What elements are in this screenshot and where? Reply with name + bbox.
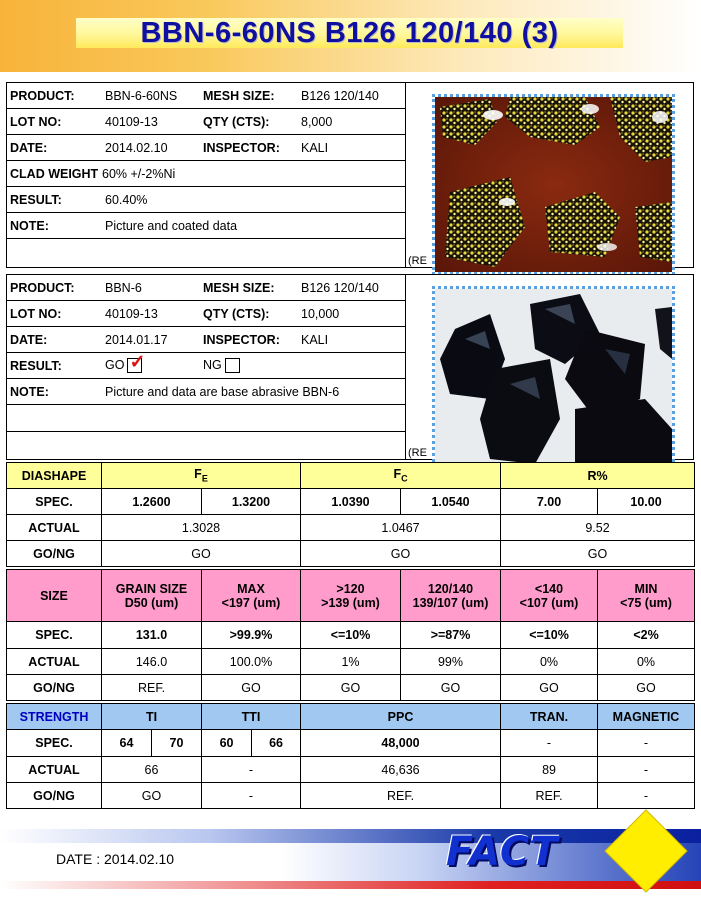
info-row: [7, 379, 405, 405]
size-col-header: <140 <107 (um): [501, 570, 598, 622]
base-photo-image: [435, 289, 672, 464]
go-option: [102, 353, 200, 379]
product-label: PRODUCT:: [7, 275, 102, 301]
gong-label: GO/NG: [7, 541, 102, 567]
ppc-header: PPC: [301, 704, 501, 730]
spec-cell: 60: [202, 730, 252, 757]
gong-cell: GO: [202, 675, 301, 701]
inspector-label: INSPECTOR:: [200, 327, 298, 353]
result-value: 60.40%: [102, 187, 405, 213]
note-label: NOTE:: [7, 379, 102, 405]
lot-no-label: LOT NO:: [7, 301, 102, 327]
diashape-gong-row: [7, 541, 695, 567]
strength-table: [6, 703, 695, 809]
gong-cell: GO: [401, 675, 501, 701]
actual-cell: 0%: [598, 649, 695, 675]
footer-stripe: [0, 829, 701, 843]
ti-header: TI: [102, 704, 202, 730]
gong-cell: REF.: [301, 783, 501, 809]
spec-cell: 66: [252, 730, 301, 757]
actual-cell: -: [202, 757, 301, 783]
spec-label: SPEC.: [7, 622, 102, 649]
actual-cell: 100.0%: [202, 649, 301, 675]
yellow-diamond-icon: [603, 808, 689, 894]
result-label: RESULT:: [7, 187, 102, 213]
inspector-label: INSPECTOR:: [200, 135, 298, 161]
go-checkbox[interactable]: [127, 352, 146, 374]
base-info-block: [6, 274, 694, 460]
gong-cell: REF.: [501, 783, 598, 809]
actual-label: ACTUAL: [7, 757, 102, 783]
info-row: [7, 135, 405, 161]
gong-cell: -: [598, 783, 695, 809]
lot-no-label: LOT NO:: [7, 109, 102, 135]
coated-photo-image: [435, 97, 672, 272]
info-row: [7, 327, 405, 353]
date-label: DATE:: [7, 135, 102, 161]
size-col-header: 120/140 139/107 (um): [401, 570, 501, 622]
product-value: BBN-6-60NS: [102, 83, 200, 109]
tran-header: TRAN.: [501, 704, 598, 730]
inspector-value: KALI: [298, 135, 405, 161]
diashape-header-row: [7, 463, 695, 489]
date-label: DATE:: [7, 327, 102, 353]
size-col-header: GRAIN SIZE D50 (um): [102, 570, 202, 622]
spec-cell: <=10%: [501, 622, 598, 649]
info-row: [7, 405, 405, 432]
spec-cell: 1.3200: [202, 489, 301, 515]
lot-no-value: 40109-13: [102, 109, 200, 135]
mesh-size-label: MESH SIZE:: [200, 83, 298, 109]
spec-label: SPEC.: [7, 489, 102, 515]
base-photo-caption: (RE: [408, 447, 427, 459]
clad-weight-label: CLAD WEIGHT: [7, 161, 102, 187]
gong-cell: GO: [501, 541, 695, 567]
checkmark-icon: ✓: [129, 352, 146, 374]
note-value: Picture and data are base abrasive BBN-6: [102, 379, 405, 405]
spec-cell: 64: [102, 730, 152, 757]
size-col-header: >120 >139 (um): [301, 570, 401, 622]
info-row: [7, 353, 405, 379]
footer-date: DATE : 2014.02.10: [56, 851, 175, 867]
go-label: GO: [105, 357, 125, 372]
footer-red-stripe: [0, 881, 701, 889]
spec-cell: 70: [152, 730, 202, 757]
gong-cell: REF.: [102, 675, 202, 701]
gong-cell: GO: [102, 783, 202, 809]
column-divider: [405, 83, 406, 267]
coated-abrasive-photo: [432, 94, 675, 275]
diashape-actual-row: [7, 515, 695, 541]
page-title: BBN-6-60NS B126 120/140 (3): [76, 18, 623, 48]
info-row: [7, 301, 405, 327]
size-header-row: [7, 570, 695, 622]
actual-cell: 99%: [401, 649, 501, 675]
strength-spec-row: [7, 730, 695, 757]
lot-no-value: 40109-13: [102, 301, 200, 327]
actual-cell: 46,636: [301, 757, 501, 783]
actual-cell: 9.52: [501, 515, 695, 541]
strength-gong-row: [7, 783, 695, 809]
info-row: [7, 83, 405, 109]
fact-logo: FACT: [446, 829, 559, 875]
spec-cell: 10.00: [598, 489, 695, 515]
qty-value: 10,000: [298, 301, 405, 327]
spec-cell: 1.0540: [401, 489, 501, 515]
header-band: [0, 0, 701, 72]
note-label: NOTE:: [7, 213, 102, 239]
base-abrasive-photo: [432, 286, 675, 467]
strength-actual-row: [7, 757, 695, 783]
actual-cell: -: [598, 757, 695, 783]
product-label: PRODUCT:: [7, 83, 102, 109]
actual-cell: 66: [102, 757, 202, 783]
spec-cell: >99.9%: [202, 622, 301, 649]
spec-cell: 1.0390: [301, 489, 401, 515]
spec-cell: 7.00: [501, 489, 598, 515]
qty-value: 8,000: [298, 109, 405, 135]
column-divider: [405, 275, 406, 459]
spec-cell: <2%: [598, 622, 695, 649]
size-col-header: MAX <197 (um): [202, 570, 301, 622]
coated-info-table: [7, 83, 405, 239]
gong-cell: GO: [501, 675, 598, 701]
diashape-table: [6, 462, 695, 567]
mesh-size-value: B126 120/140: [298, 275, 405, 301]
gong-cell: GO: [301, 675, 401, 701]
qty-label: QTY (CTS):: [200, 109, 298, 135]
spec-cell: 1.2600: [102, 489, 202, 515]
actual-cell: 89: [501, 757, 598, 783]
date-value: 2014.02.10: [102, 135, 200, 161]
gong-label: GO/NG: [7, 675, 102, 701]
tti-header: TTI: [202, 704, 301, 730]
clad-weight-value: 60% +/-2%Ni: [102, 161, 405, 187]
blank-row: [7, 405, 405, 432]
date-value: 2014.01.17: [102, 327, 200, 353]
diashape-spec-row: [7, 489, 695, 515]
mesh-size-value: B126 120/140: [298, 83, 405, 109]
fc-header: $F_C$: [301, 463, 501, 489]
spec-cell: >=87%: [401, 622, 501, 649]
magnetic-header: MAGNETIC: [598, 704, 695, 730]
r-percent-header: R%: [501, 463, 695, 489]
diashape-header: DIASHAPE: [7, 463, 102, 489]
info-row: [7, 275, 405, 301]
gong-cell: GO: [102, 541, 301, 567]
spec-label: SPEC.: [7, 730, 102, 757]
base-info-table: [7, 275, 405, 432]
actual-cell: 1.3028: [102, 515, 301, 541]
ng-checkbox[interactable]: [225, 358, 240, 373]
size-spec-row: [7, 622, 695, 649]
gong-cell: GO: [598, 675, 695, 701]
ng-option: [200, 353, 405, 379]
spec-cell: 48,000: [301, 730, 501, 757]
info-row: [7, 109, 405, 135]
actual-cell: 1%: [301, 649, 401, 675]
gong-cell: -: [202, 783, 301, 809]
actual-label: ACTUAL: [7, 649, 102, 675]
strength-header: STRENGTH: [7, 704, 102, 730]
product-value: BBN-6: [102, 275, 200, 301]
result-label: RESULT:: [7, 353, 102, 379]
info-row: [7, 213, 405, 239]
actual-cell: 146.0: [102, 649, 202, 675]
ng-label: NG: [203, 357, 222, 372]
spec-cell: -: [501, 730, 598, 757]
gong-label: GO/NG: [7, 783, 102, 809]
coated-photo-caption: (RE: [408, 255, 427, 267]
info-row: [7, 161, 405, 187]
spec-cell: 131.0: [102, 622, 202, 649]
qty-label: QTY (CTS):: [200, 301, 298, 327]
spec-cell: -: [598, 730, 695, 757]
strength-header-row: [7, 704, 695, 730]
size-gong-row: [7, 675, 695, 701]
actual-cell: 0%: [501, 649, 598, 675]
info-row: [7, 187, 405, 213]
size-actual-row: [7, 649, 695, 675]
actual-cell: 1.0467: [301, 515, 501, 541]
size-col-header: MIN <75 (um): [598, 570, 695, 622]
size-table: [6, 569, 695, 701]
actual-label: ACTUAL: [7, 515, 102, 541]
size-header: SIZE: [7, 570, 102, 622]
mesh-size-label: MESH SIZE:: [200, 275, 298, 301]
spec-cell: <=10%: [301, 622, 401, 649]
note-value: Picture and coated data: [102, 213, 405, 239]
coated-info-block: [6, 82, 694, 268]
inspector-value: KALI: [298, 327, 405, 353]
fe-header: $F_E$: [102, 463, 301, 489]
gong-cell: GO: [301, 541, 501, 567]
